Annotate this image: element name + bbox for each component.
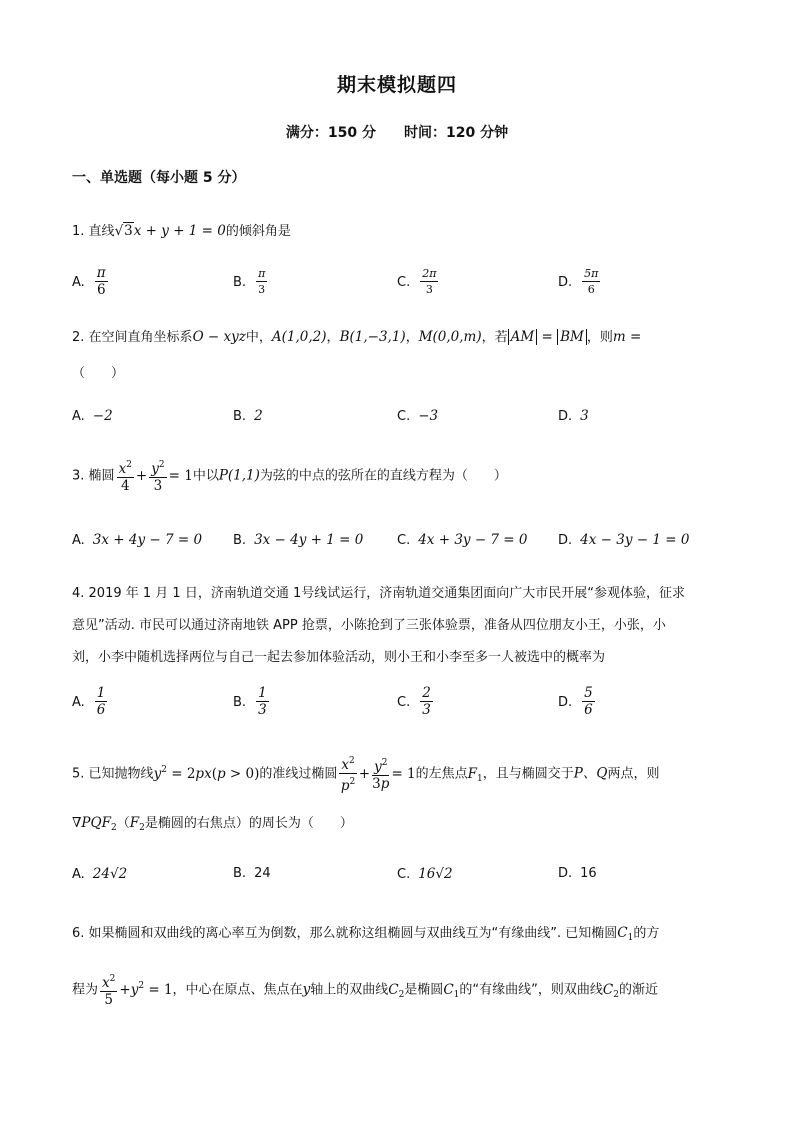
question-2-paren: （ ） xyxy=(72,366,125,381)
question-2: 2. 在空间直角坐标系O − xyz中，A(1,0,2)，B(1,−3,1)，M(0,0,m)，若 AM = BM ，则m = xyxy=(72,329,642,345)
question-6-line-1: 6. 如果椭圆和双曲线的离心率互为倒数，那么就称这组椭圆与双曲线互为“有缘曲线”. 已知椭圆$C_1$的方 xyxy=(72,925,660,943)
q3-option-d[interactable]: D. 4x − 3y − 1 = 0 xyxy=(558,532,690,548)
q1-option-a[interactable]: A. $\frac{\pi}{6}$ xyxy=(72,265,106,298)
q2-option-b[interactable]: B. 2 xyxy=(233,408,263,424)
q1-option-b[interactable]: B. $\frac{\pi}{3}$ xyxy=(233,267,266,296)
question-4-line-1: 4. 2019 年 1 月 1 日，济南轨道交通 1号线试运行，济南轨道交通集团面向广大市民开展“参观体验，征求 xyxy=(72,586,685,601)
q2-option-d[interactable]: D. 3 xyxy=(558,408,589,424)
question-4-line-3: 刘，小李中随机选择两位与自己一起去参加体验活动，则小王和小李至多一人被选中的概率为 xyxy=(72,650,606,665)
q1-option-c[interactable]: C. $\frac{2\pi}{3}$ xyxy=(397,267,437,296)
q4-option-c[interactable]: C. $\frac{2}{3}$ xyxy=(397,685,431,718)
q4-option-b[interactable]: B. $\frac{1}{3}$ xyxy=(233,685,267,718)
q3-option-b[interactable]: B. 3x − 4y + 1 = 0 xyxy=(233,532,364,548)
question-1: 1. 直线√3x + y + 1 = 0的倾斜角是 xyxy=(72,223,291,239)
q4-option-d[interactable]: D. $\frac{5}{6}$ xyxy=(558,685,593,718)
q3-option-a[interactable]: A. 3x + 4y − 7 = 0 xyxy=(72,532,203,548)
full-score: 满分：150 分 xyxy=(285,125,376,141)
question-6-line-2: 程为 $\frac{x^2}{5}$ $+y^2 = 1$，中心在原点、焦点在y轴上的双曲线$C_2$是椭圆$C_1$的“有缘曲线”，则双曲线$C_2$的渐近 xyxy=(72,974,658,1008)
q5-option-d[interactable]: D. 16 xyxy=(558,866,597,881)
q5-option-b[interactable]: B. 24 xyxy=(233,866,271,881)
q5-option-a[interactable]: A. 24√2 xyxy=(72,866,128,882)
q2-option-a[interactable]: A. −2 xyxy=(72,408,113,424)
q4-option-a[interactable]: A. $\frac{1}{6}$ xyxy=(72,685,106,718)
q1-option-d[interactable]: D. $\frac{5\pi}{6}$ xyxy=(558,267,599,296)
q5-option-c[interactable]: C. 16√2 xyxy=(397,866,453,882)
q2-option-c[interactable]: C. −3 xyxy=(397,408,439,424)
section-heading: 一、单选题（每小题 5 分） xyxy=(72,170,246,186)
page-title: 期末模拟题四 xyxy=(336,74,457,96)
question-5-line-2: $\nabla PQF_2(F_2$是椭圆的右焦点）的周长为（ ） xyxy=(72,815,353,833)
question-3: 3. 椭圆 $\frac{x^2}{4}$ + $\frac{y^2}{3}$ = 1中以P(1,1)为弦的中点的弦所在的直线方程为（ ） xyxy=(72,460,507,494)
exam-time: 时间：120 分钟 xyxy=(404,125,509,141)
question-5-line-1: 5. 已知抛物线$y^2 = 2px(p > 0)$的准线过椭圆 $\frac{x^2}{p^2}$ + $\frac{y^2}{3p}$ = 1的左焦点$F_1$，且与椭圆交于P、Q两点，则 xyxy=(72,756,660,794)
sqrt-3: √3 xyxy=(114,223,133,239)
q3-option-c[interactable]: C. 4x + 3y − 7 = 0 xyxy=(397,532,528,548)
score-time-line xyxy=(0,122,794,142)
question-4-line-2: 意见”活动. 市民可以通过济南地铁 APP 抢票，小陈抢到了三张体验票，准备从四位朋友小王，小张，小 xyxy=(72,618,666,633)
